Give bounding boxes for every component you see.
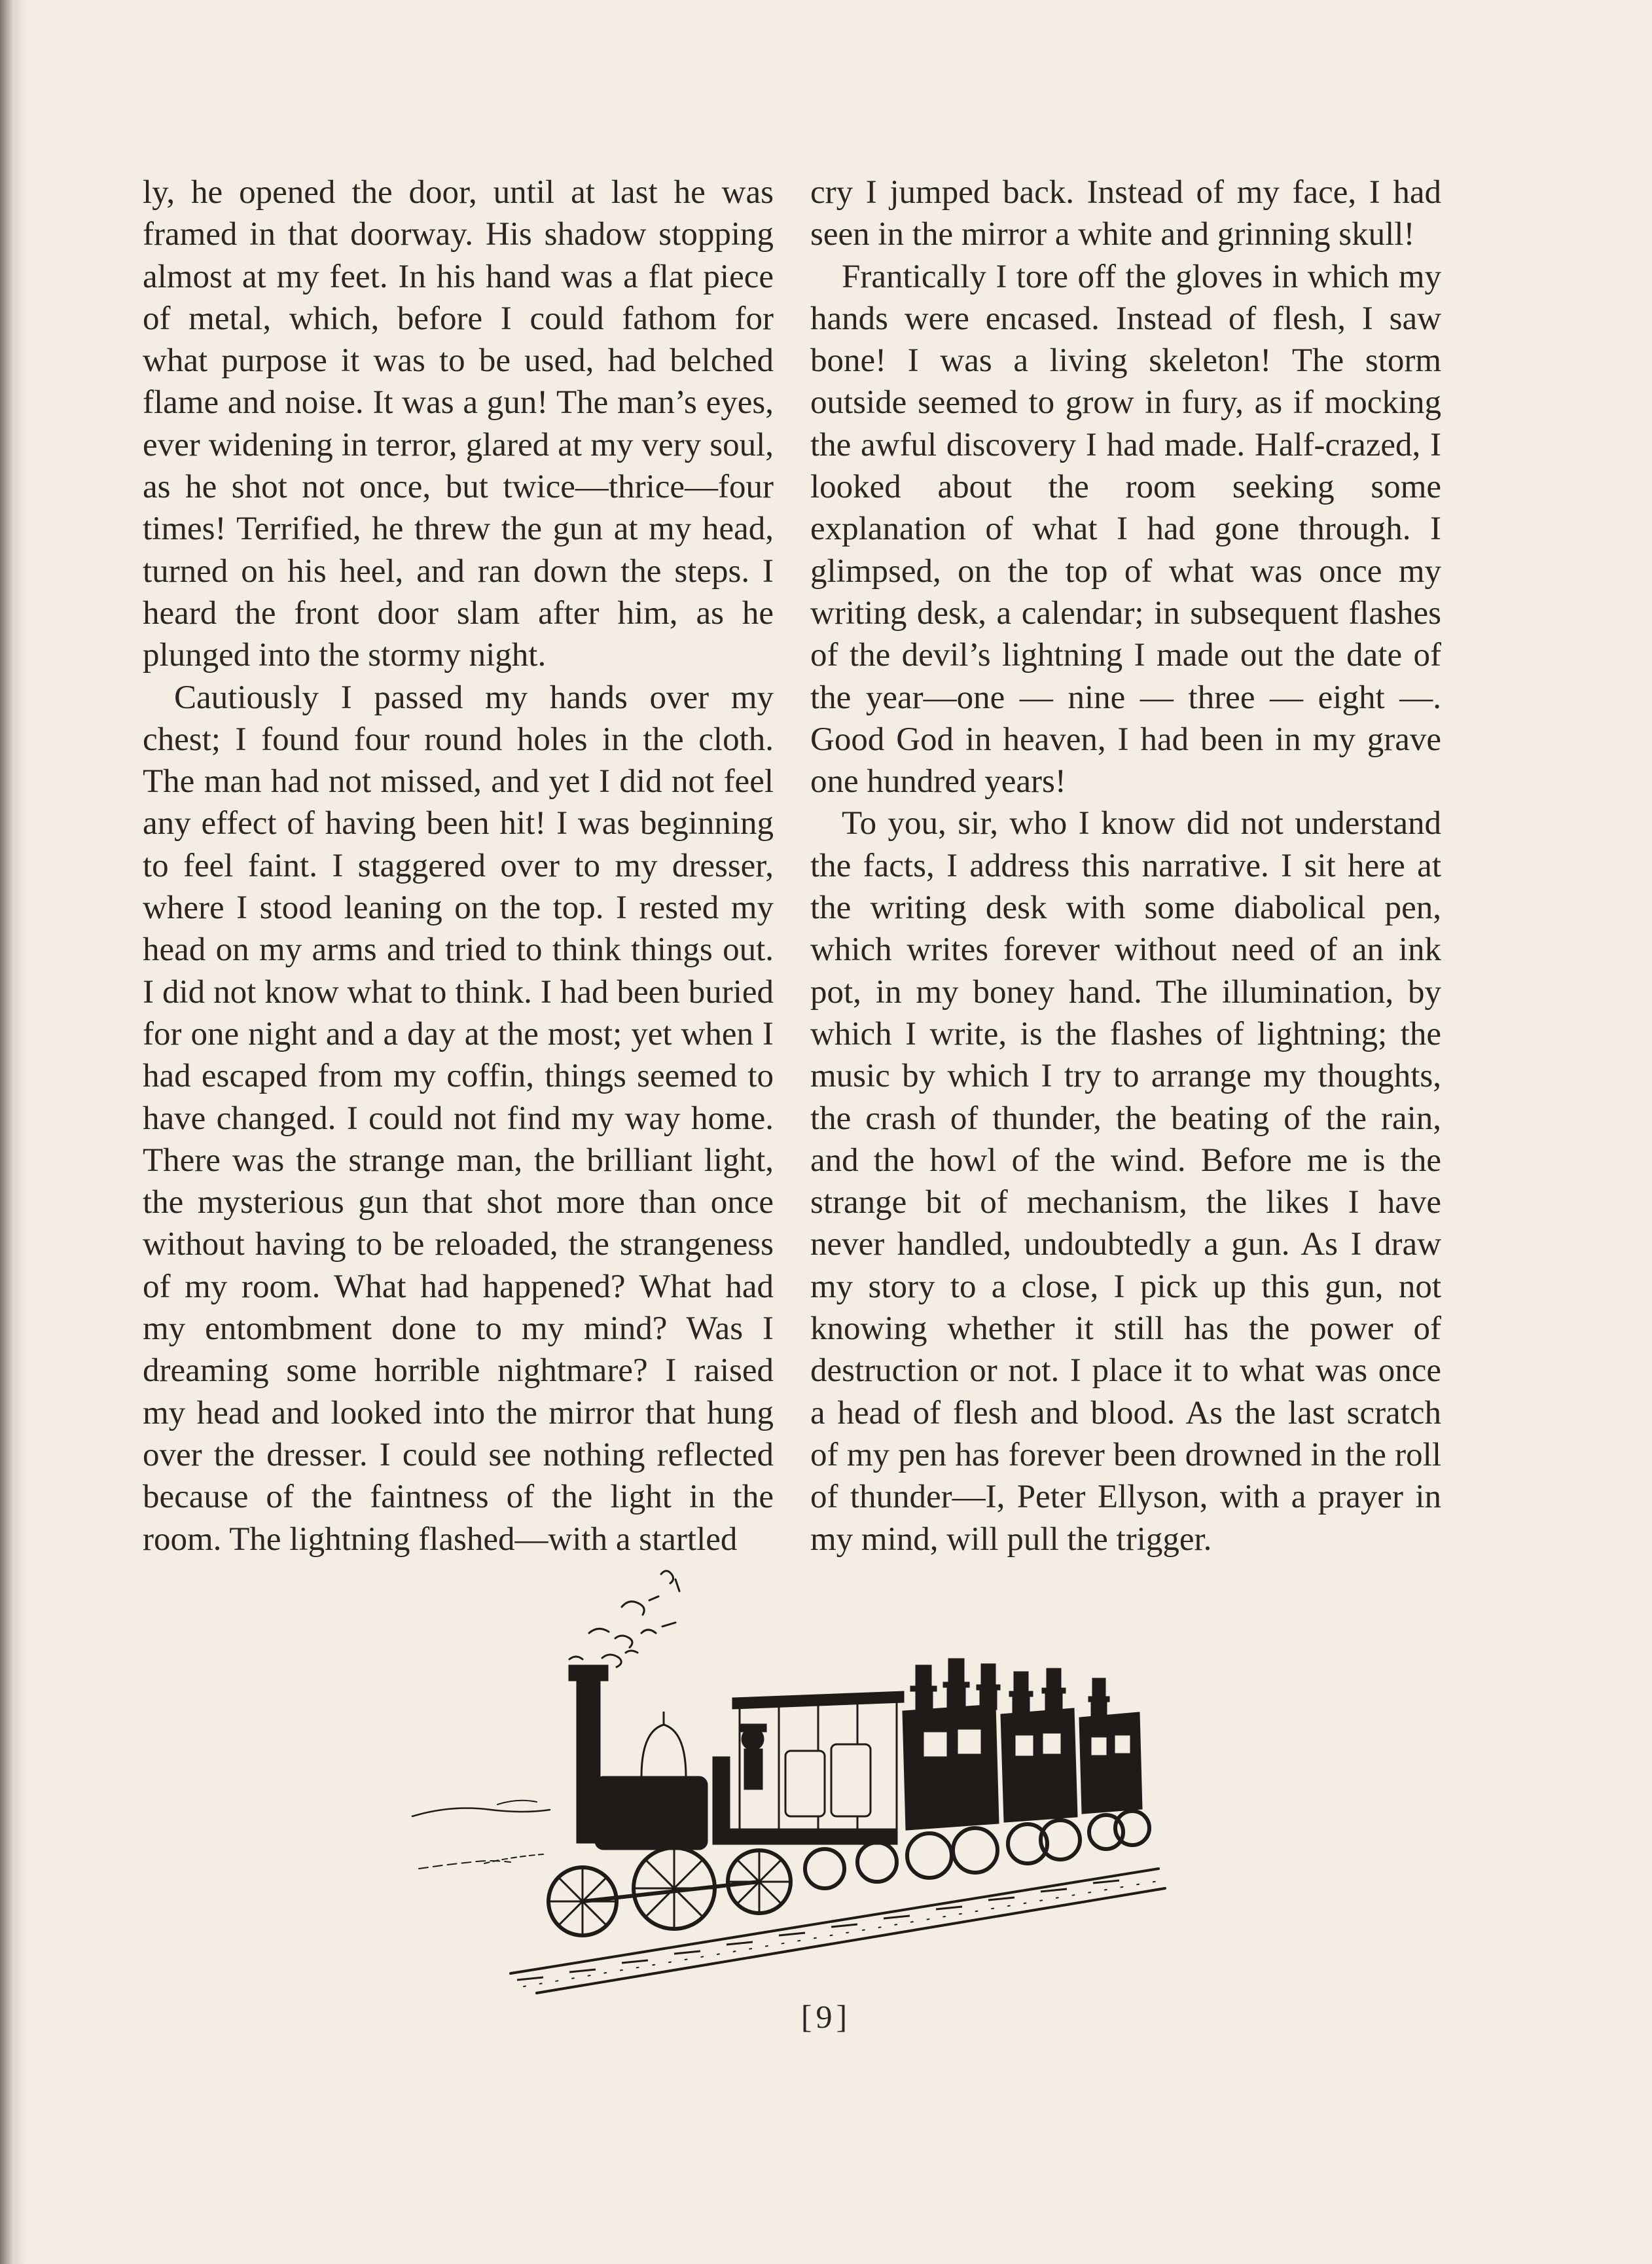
page-edge-shade	[14, 0, 26, 2264]
left-column	[143, 171, 774, 1560]
right-paragraph-1: cry I jumped back. Instead of my face, I had seen in the mirror a white and grinning skull!	[810, 174, 1441, 253]
left-paragraph-2: Cautiously I passed my hands over my chest; I found four round holes in the cloth. The man had not missed, and yet I did not feel any effect of having been hit! I was beginning to feel faint. I staggered over to my dresser, where I stood leaning on the top. I rested my head on my arms and tried to think things out. I did not know what to think. I had been buried for one night and a day at the most; yet when I had escaped from my coffin, things seemed to have changed. I could not find my way home. There was the strange man, the brilliant light, the mysterious gun that shot more than once without having to be reloaded, the strangeness of my room. What had happened? What had my entombment done to my mind? Was I dreaming some horrible nightmare? I raised my head and looked into the mirror that hung over the dresser. I could see nothing reflected because of the faintness of the light in the room. The lightning flashed—with a startled	[143, 679, 774, 1558]
right-paragraph-3: To you, sir, who I know did not understand the facts, I address this narrative. I sit here at the writing desk with some diabolical pen, which writes forever without need of an ink pot, in my boney hand. The illumination, by which I write, is the flashes of lightning; the music by which I try to arrange my thoughts, the crash of thunder, the beating of the rain, and the howl of the wind. Before me is the strange bit of mechanism, the likes I have never handled, undoubtedly a gun. As I draw my story to a close, I pick up this gun, not knowing whether it still has the power of destruction or not. I place it to what was once a head of flesh and blood. As the last scratch of my pen has forever been drowned in the roll of thunder—I, Peter Ellyson, with a prayer in my mind, will pull the trigger.	[810, 805, 1441, 1558]
page-number: [9]	[800, 1998, 852, 2035]
book-spine-shadow	[0, 0, 14, 2264]
left-paragraph-1: ly, he opened the door, until at last he was framed in that doorway. His shadow stopping almost at my feet. In his hand was a flat piece of metal, which, before I could fathom for what purpose it was to be used, had belched flame and noise. It was a gun! The man’s eyes, ever widening in terror, glared at my very soul, as he shot not once, but twice—thrice—four times! Terrified, he threw the gun at my head, turned on his heel, and ran down the steps. I heard the front door slam after him, as he plunged into the stormy night.	[143, 174, 774, 674]
right-column	[810, 171, 1441, 1560]
right-paragraph-2: Frantically I tore off the gloves in which my hands were encased. Instead of flesh, I saw bone! I was a living skeleton! The storm outside seemed to grow in fury, as if mocking the awful discovery I had made. Half-crazed, I looked about the room seeking some explanation of what I had gone through. I glimpsed, on the top of what was once my writing desk, a calendar; in subsequent flashes of the devil’s lightning I made out the date of the year—one — nine — three — eight —. Good God in heaven, I had been in my grave one hundred years!	[810, 258, 1441, 800]
locomotive-illustration	[406, 1561, 1178, 2006]
